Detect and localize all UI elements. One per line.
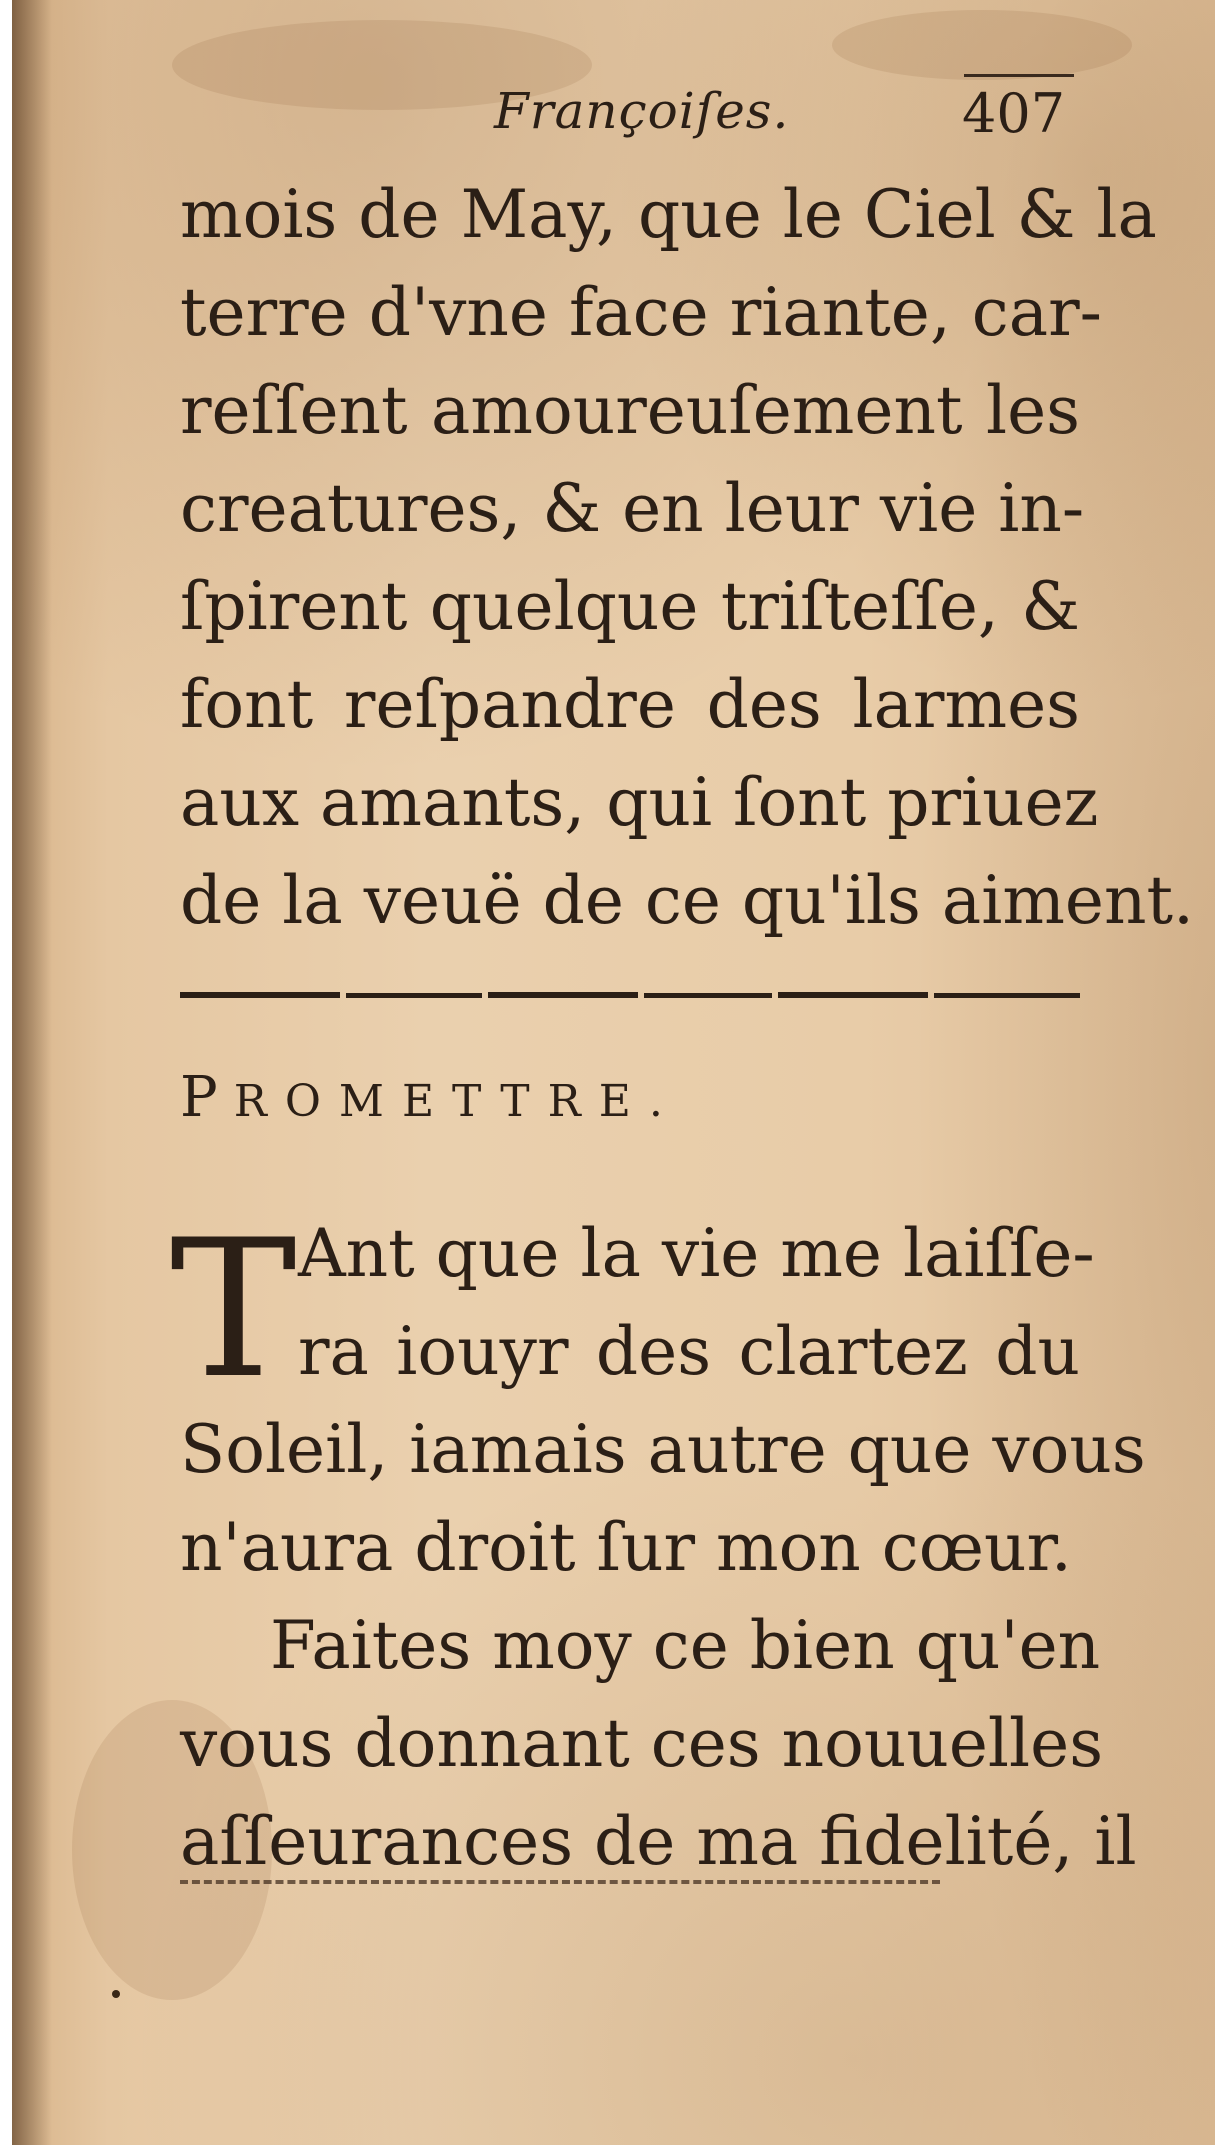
- text-line: ſpirent quelque triſteſſe, &: [180, 568, 1080, 645]
- text-line: aux amants, qui ſont priuez: [180, 764, 1099, 841]
- text-line: reſſent amoureuſement les: [180, 372, 1080, 449]
- bleed-through-rule: [180, 1880, 940, 1888]
- text-line: terre d'vne face riante, car-: [180, 274, 1102, 351]
- text-line: mois de May, que le Ciel & la: [180, 176, 1157, 253]
- book-page-scan: [12, 0, 1215, 2145]
- text-line: ra iouyr des clartez du: [298, 1313, 1080, 1390]
- drop-capital: T: [170, 1199, 297, 1420]
- section-divider-rule: [180, 990, 1080, 1000]
- text-line: de la veuë de ce qu'ils aiment.: [180, 862, 1194, 939]
- divider-ornament: [180, 990, 1080, 1000]
- page-number: 407: [962, 82, 1066, 145]
- text-line: n'aura droit ſur mon cœur.: [180, 1509, 1072, 1586]
- text-line: Ant que la vie me laiſſe-: [298, 1215, 1095, 1292]
- heading-initial: P: [180, 1065, 234, 1130]
- text-line: creatures, & en leur vie in-: [180, 470, 1085, 547]
- text-line: Soleil, iamais autre que vous: [180, 1411, 1146, 1488]
- folio-overline: [964, 74, 1074, 77]
- gutter-shadow: [12, 0, 52, 2145]
- paper-stain: [832, 10, 1132, 80]
- ink-speck: [112, 1990, 120, 1998]
- text-line: aſſeurances de ma fidelité, il: [180, 1803, 1137, 1880]
- running-head: Françoiſes.: [494, 82, 790, 140]
- page-header: [12, 82, 1215, 162]
- text-line: Faites moy ce bien qu'en: [270, 1607, 1101, 1684]
- passage-1: [180, 166, 1194, 950]
- text-line: vous donnant ces nouuelles: [180, 1705, 1104, 1782]
- heading-rest: ROMETTRE.: [233, 1076, 681, 1127]
- section-body: [170, 1199, 1146, 1891]
- section-heading: [180, 1065, 1080, 1130]
- text-line: font reſpandre des larmes: [180, 666, 1080, 743]
